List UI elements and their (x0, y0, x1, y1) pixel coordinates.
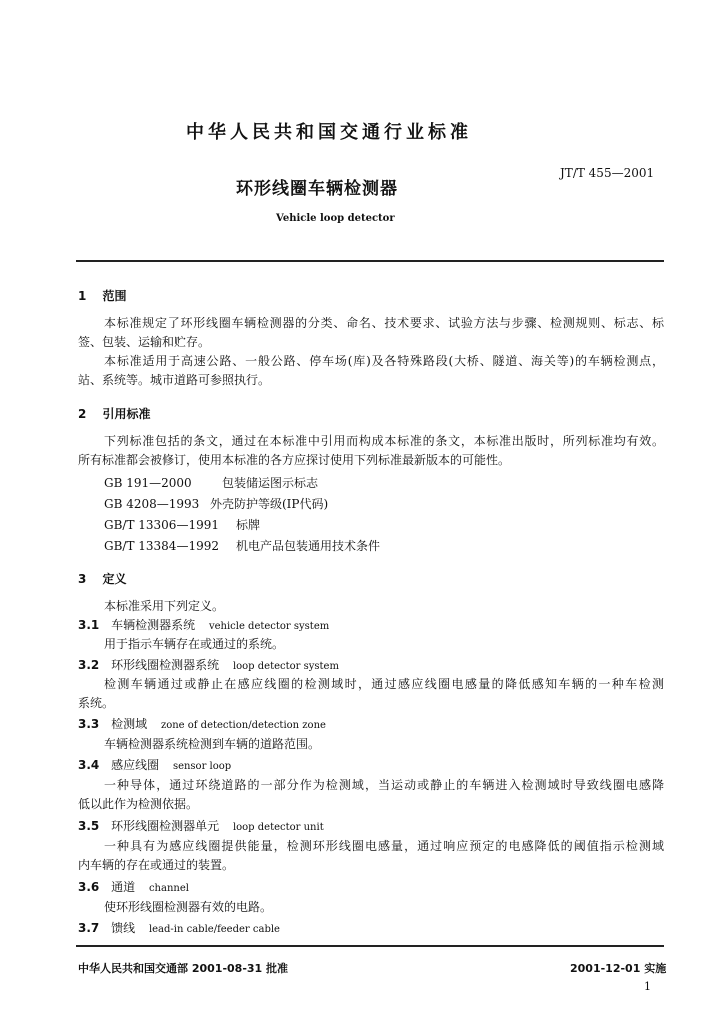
paragraph-line: 本标准规定了环形线圈车辆检测器的分类、命名、技术要求、试验方法与步骤、检测规则、标志、标 (104, 316, 664, 330)
definition-term-english: loop detector system (232, 661, 339, 672)
definition-term-english: sensor loop (172, 761, 232, 772)
definition-text: 低以此作为检测依据。 (78, 797, 199, 811)
paragraph-line: 签、包装、运输和贮存。 (78, 335, 211, 349)
definition-term: 馈线 (111, 921, 136, 935)
definition-3-5 (78, 818, 324, 836)
definition-text: 车辆检测器系统检测到车辆的道路范围。 (104, 737, 321, 751)
paragraph-line: 所有标准都会被修订，使用本标准的各方应探讨使用下列标准最新版本的可能性。 (78, 453, 511, 467)
reference-code: GB/T 13384—1992 (104, 539, 219, 553)
definition-term-english: channel (148, 883, 189, 894)
definition-number: 3.5 (78, 819, 100, 833)
definition-3-7 (78, 920, 280, 938)
definition-term: 环形线圈检测器单元 (111, 819, 220, 833)
definition-term: 环形线圈检测器系统 (111, 658, 220, 672)
definition-term-english: loop detector unit (232, 822, 324, 833)
definition-3-6 (78, 879, 189, 897)
definition-text: 内车辆的存在或通过的装置。 (78, 858, 235, 872)
paragraph-line: 本标准采用下列定义。 (104, 599, 225, 613)
definition-number: 3.6 (78, 880, 100, 894)
definition-number: 3.2 (78, 658, 100, 672)
definition-number: 3.4 (78, 758, 100, 772)
definition-3-1 (78, 617, 329, 635)
reference-code: GB 191—2000 (104, 476, 192, 490)
reference-title: 标牌 (236, 518, 261, 532)
definition-term-english: lead-in cable/feeder cable (148, 924, 280, 935)
approval-note: 中华人民共和国交通部 2001-08-31 批准 (78, 962, 289, 975)
section-title: 范围 (102, 289, 127, 303)
document-title: 环形线圈车辆检测器 (236, 179, 398, 199)
footer-divider (76, 945, 664, 947)
implementation-date: 2001-12-01 实施 (570, 962, 667, 975)
definition-3-2 (78, 657, 339, 675)
header-divider (76, 260, 664, 262)
reference-code: GB 4208—1993 (104, 497, 200, 511)
definition-number: 3.1 (78, 618, 100, 632)
definition-number: 3.7 (78, 921, 100, 935)
section-number: 1 (78, 289, 87, 303)
definition-term: 车辆检测器系统 (111, 618, 196, 632)
section-number: 3 (78, 572, 87, 586)
definition-number: 3.3 (78, 717, 100, 731)
paragraph-line: 本标准适用于高速公路、一般公路、停车场(库)及各特殊路段(大桥、隧道、海关等)的车辆检测点， (104, 354, 664, 368)
paragraph-line: 下列标准包括的条文，通过在本标准中引用而构成本标准的条文，本标准出版时，所列标准均有效。 (104, 434, 664, 448)
reference-title: 外壳防护等级(IP代码) (210, 497, 329, 511)
section-number: 2 (78, 407, 87, 421)
page-number: 1 (644, 980, 651, 993)
definition-term: 通道 (111, 880, 136, 894)
reference-title: 机电产品包装通用技术条件 (236, 539, 381, 553)
definition-text: 一种具有为感应线圈提供能量，检测环形线圈电感量，通过响应预定的电感降低的阈值指示检测域 (104, 839, 664, 853)
section-title: 定义 (102, 572, 127, 586)
definition-3-3 (78, 716, 326, 734)
paragraph-line: 站、系统等。城市道路可参照执行。 (78, 373, 271, 387)
reference-title: 包装储运图示标志 (222, 476, 319, 490)
definition-text: 一种导体，通过环绕道路的一部分作为检测域，当运动或静止的车辆进入检测域时导致线圈电感降 (104, 778, 664, 792)
section-title: 引用标准 (102, 407, 151, 421)
definition-3-4 (78, 757, 231, 775)
definition-text: 用于指示车辆存在或通过的系统。 (104, 637, 285, 651)
section-1-heading (78, 287, 127, 304)
industry-standard-title: 中华人民共和国交通行业标准 (186, 122, 472, 143)
definition-term-english: vehicle detector system (208, 621, 330, 632)
reference-code: GB/T 13306—1991 (104, 518, 219, 532)
definition-text: 检测车辆通过或静止在感应线圈的检测域时，通过感应线圈电感量的降低感知车辆的一种车检测 (104, 677, 664, 691)
section-2-heading (78, 405, 151, 422)
standard-code: JT/T 455—2001 (560, 166, 655, 180)
document-title-english: Vehicle loop detector (276, 213, 395, 224)
definition-text: 系统。 (78, 696, 115, 710)
definition-text: 使环形线圈检测器有效的电路。 (104, 900, 273, 914)
definition-term: 感应线圈 (111, 758, 160, 772)
definition-term-english: zone of detection/detection zone (160, 720, 326, 731)
definition-term: 检测域 (111, 717, 148, 731)
section-3-heading (78, 570, 127, 587)
